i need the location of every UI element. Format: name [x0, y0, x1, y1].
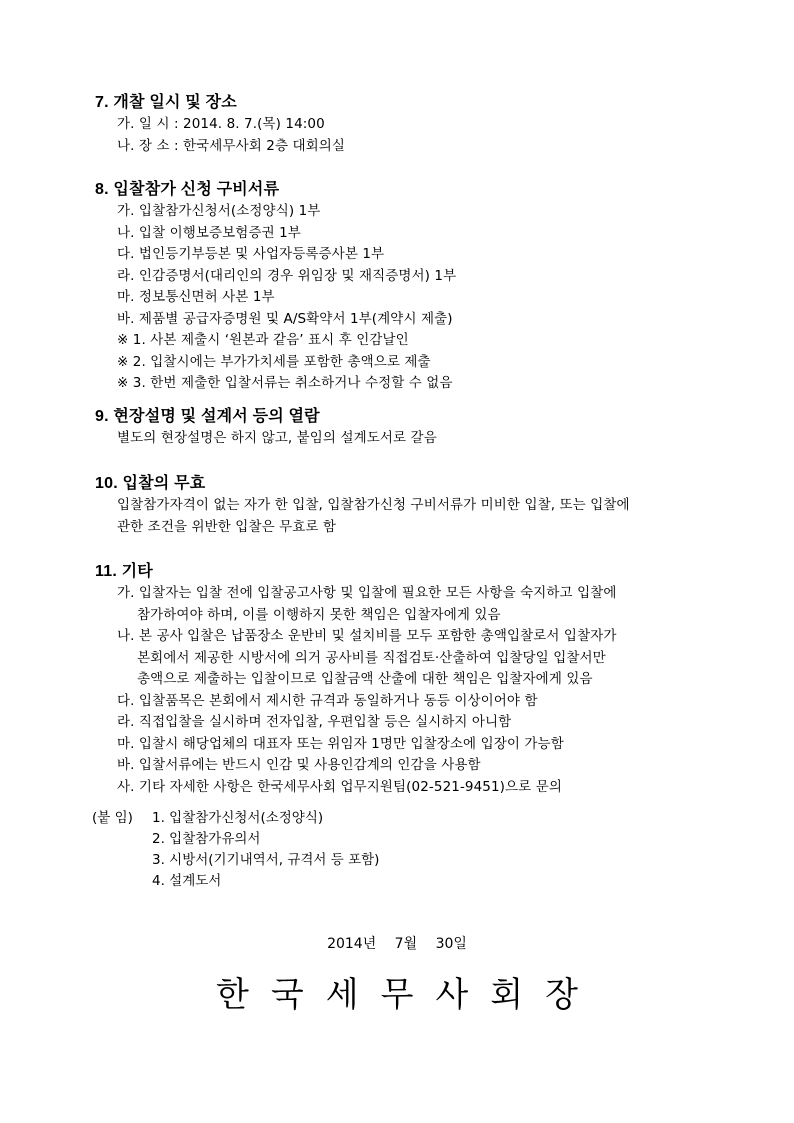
attachment-item: 1. 입찰참가신청서(소정양식): [152, 810, 324, 826]
section-9-line: 별도의 현장설명은 하지 않고, 붙임의 설계도서로 갈음: [117, 430, 437, 446]
section-8-note: ※ 1. 사본 제출시 ‘원본과 같음’ 표시 후 인감날인: [117, 332, 409, 348]
section-11-item: 라. 직접입찰을 실시하며 전자입찰, 우편입찰 등은 실시하지 아니함: [117, 714, 512, 730]
section-10-line: 입찰참가자격이 없는 자가 한 입찰, 입찰참가신청 구비서류가 미비한 입찰, 또는 입찰에: [117, 497, 630, 513]
section-11: [95, 561, 715, 798]
section-11-item: 바. 입찰서류에는 반드시 인감 및 사용인감계의 인감을 사용함: [117, 757, 481, 773]
section-11-item: 다. 입찰품목은 본회에서 제시한 규격과 동일하거나 동등 이상이어야 함: [117, 692, 538, 709]
section-8-line: 다. 법인등기부등본 및 사업자등록증사본 1부: [117, 246, 385, 262]
section-11-item-na-cont: 총액으로 제출하는 입찰이므로 입찰금액 산출에 대한 책임은 입찰자에게 있음: [137, 671, 593, 687]
section-10: [95, 473, 715, 538]
section-8-line: 라. 인감증명서(대리인의 경우 위임장 및 재직증명서) 1부: [117, 267, 457, 284]
section-11-item: 사. 기타 자세한 사항은 한국세무사회 업무지원팀(02-521-9451)으로 문의: [117, 778, 563, 795]
attachments-label: (붙 임): [92, 810, 133, 826]
section-8-line: 마. 정보통신면허 사본 1부: [117, 289, 275, 305]
section-8: [95, 179, 715, 395]
section-8-note: ※ 3. 한번 제출한 입찰서류는 취소하거나 수정할 수 없음: [117, 375, 453, 391]
section-7-line: 나. 장 소 : 한국세무사회 2층 대회의실: [117, 137, 346, 154]
section-8-title: 8. 입찰참가 신청 구비서류: [95, 181, 280, 198]
issuer-signature: 한국세무사회장: [216, 975, 600, 1015]
section-11-item: 마. 입찰시 해당업체의 대표자 또는 위임자 1명만 입찰장소에 입장이 가능함: [117, 735, 564, 752]
section-8-note: ※ 2. 입찰시에는 부가가치세를 포함한 총액으로 제출: [117, 353, 431, 370]
section-11-item-na: 나. 본 공사 입찰은 납품장소 운반비 및 설치비를 모두 포함한 총액입찰로서 입찰자가: [117, 628, 617, 644]
section-8-line: 바. 제품별 공급자증명원 및 A/S확약서 1부(계약시 제출): [117, 310, 453, 327]
section-9: [95, 406, 715, 450]
section-11-item-ga: 가. 입찰자는 입찰 전에 입찰공고사항 및 입찰에 필요한 모든 사항을 숙지하고 입찰에: [117, 585, 617, 601]
section-11-item-ga-cont: 참가하여야 하며, 이를 이행하지 못한 책임은 입찰자에게 있음: [137, 606, 501, 623]
section-7-title: 7. 개찰 일시 및 장소: [95, 94, 237, 111]
attachment-item: 3. 시방서(기기내역서, 규격서 등 포함): [152, 852, 380, 868]
section-8-line: 나. 입찰 이행보증보험증권 1부: [117, 224, 301, 241]
section-11-item-na-cont: 본회에서 제공한 시방서에 의거 공사비를 직접검토·산출하여 입찰당일 입찰서만: [137, 649, 606, 666]
section-10-line: 관한 조건을 위반한 입찰은 무효로 함: [117, 518, 337, 535]
attachments: [92, 808, 379, 892]
section-9-title: 9. 현장설명 및 설계서 등의 열람: [95, 408, 320, 425]
attachment-item: 2. 입찰참가유의서: [152, 831, 261, 847]
section-11-title: 11. 기타: [95, 563, 153, 580]
section-8-line: 가. 입찰참가신청서(소정양식) 1부: [117, 203, 321, 219]
section-10-title: 10. 입찰의 무효: [95, 475, 206, 492]
document-date: 2014년 7월 30일: [327, 936, 467, 952]
attachment-item: 4. 설계도서: [152, 873, 222, 889]
section-7: [95, 92, 715, 157]
section-7-line: 가. 일 시 : 2014. 8. 7.(목) 14:00: [117, 116, 325, 132]
